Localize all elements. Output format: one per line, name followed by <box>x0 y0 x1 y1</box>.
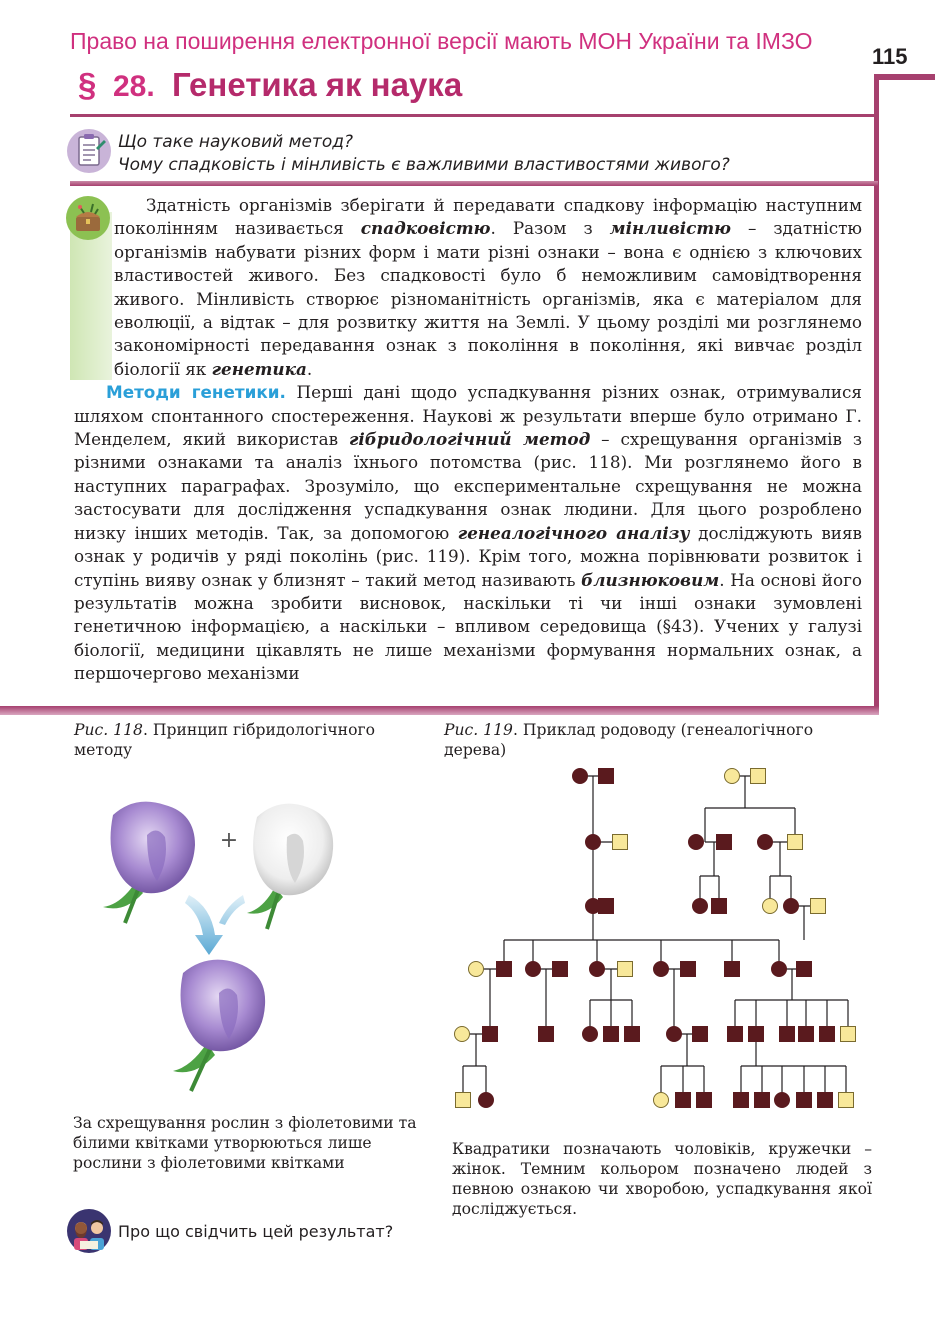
pedigree-female-unaffected <box>469 962 484 977</box>
pedigree-female-affected <box>479 1093 494 1108</box>
corner-rule <box>874 74 935 80</box>
term-genetics: генетика <box>211 358 307 379</box>
pedigree-female-unaffected <box>654 1093 669 1108</box>
pedigree-male-affected <box>799 1027 814 1042</box>
purple-flower-parent <box>103 802 195 923</box>
pedigree-male-unaffected <box>751 769 766 784</box>
pedigree-female-affected <box>573 769 588 784</box>
pedigree-male-affected <box>755 1093 770 1108</box>
pedigree-male-unaffected <box>456 1093 471 1108</box>
students-icon <box>66 1208 112 1254</box>
pedigree-male-affected <box>625 1027 640 1042</box>
pedigree-male-affected <box>780 1027 795 1042</box>
term-variability: мінливістю <box>609 218 731 239</box>
pedigree-chart <box>440 760 880 1110</box>
methods-paragraph: Методи генетики. Перші дані щодо успадкування різних ознак, отримувалися шляхом спонтанного спостереження. Наукові ж результати вперше було отримано Г. Менделем, який використав гібридологічний метод – схрещування організмів з різними ознаками та аналіз їхнього потомства (рис. 118). Ми розглянемо його в наступних параграфах. Зрозуміло, що експериментальне схрещування не можна застосувати для дослідження успадкування ознак людини. Для цього розроблено низку інших методів. Так, за допомогою генеалогічного аналізу досліджують вияв ознак у родичів у ряді поколінь (рис. 119). Крім того, можна порівнювати розвиток і ступінь вияву ознак у близнят – такий метод називають близнюковим. На основі його результатів можна зробити висновок, наскільки ті чи інші ознаки зумовлені генетичною інформацією, а наскільки – впливом середовища (§43). Учених у галузі біології, медицини цікавлять не лише механізми формування нормальних ознак, а першочергово механізми <box>74 382 863 684</box>
side-rule <box>874 74 879 714</box>
term-genealogical-analysis: генеалогічного аналізу <box>457 522 690 543</box>
pedigree-male-affected <box>599 899 614 914</box>
pedigree-female-affected <box>654 962 669 977</box>
pedigree-female-unaffected <box>455 1027 470 1042</box>
pedigree-female-affected <box>583 1027 598 1042</box>
pedigree-male-affected <box>604 1027 619 1042</box>
term-hybridological-method: гібридологічний метод <box>348 429 591 450</box>
question-line: Що таке науковий метод? <box>118 132 353 152</box>
white-flower-parent <box>247 804 333 929</box>
pedigree-male-affected <box>693 1027 708 1042</box>
pedigree-male-affected <box>820 1027 835 1042</box>
pedigree-female-affected <box>689 835 704 850</box>
pedigree-female-unaffected <box>725 769 740 784</box>
pedigree-male-affected <box>553 962 568 977</box>
clipboard-icon <box>66 128 112 174</box>
pedigree-female-affected <box>526 962 541 977</box>
questions-rule <box>70 181 878 186</box>
pedigree-female-affected <box>772 962 787 977</box>
pedigree-female-affected <box>590 962 605 977</box>
pedigree-male-affected <box>539 1027 554 1042</box>
pedigree-male-affected <box>712 899 727 914</box>
pedigree-male-affected <box>725 962 740 977</box>
pedigree-male-affected <box>483 1027 498 1042</box>
main-text <box>74 194 862 686</box>
figure-119-note: Квадратики позначають чоловіків, кружечки – жінок. Темним кольором позначено людей з певною ознакою чи хворобою, успадкування якої досліджується. <box>452 1140 872 1218</box>
section-title: Генетика як наука <box>172 66 463 103</box>
figure-118-note: За схрещування рослин з фіолетовими та білими квітками утворюються лише рослини з фіолетовими квітками <box>73 1114 417 1172</box>
pedigree-female-unaffected <box>763 899 778 914</box>
purple-flower-offspring <box>173 960 265 1091</box>
pedigree-male-unaffected <box>788 835 803 850</box>
pedigree-male-unaffected <box>841 1027 856 1042</box>
question-line: Чому спадковість і мінливість є важливими властивостями живого? <box>118 155 730 175</box>
pedigree-male-unaffected <box>618 962 633 977</box>
pedigree-male-affected <box>797 1093 812 1108</box>
pedigree-male-affected <box>749 1027 764 1042</box>
term-twin-method: близнюковим <box>581 569 720 590</box>
pedigree-male-affected <box>497 962 512 977</box>
pedigree-male-affected <box>681 962 696 977</box>
figure-118-illustration <box>95 795 335 1095</box>
pedigree-female-affected <box>667 1027 682 1042</box>
lesson-questions <box>118 131 730 177</box>
pedigree-male-affected <box>818 1093 833 1108</box>
pedigree-male-unaffected <box>839 1093 854 1108</box>
pedigree-male-affected <box>717 835 732 850</box>
header-rule <box>70 114 878 117</box>
section-number: 28. <box>113 70 155 103</box>
figure-118-caption: Рис. 118. Принцип гібридологічного методу <box>74 721 376 759</box>
copyright-banner: Право на поширення електронної версії мають МОН України та ІМЗО <box>70 28 813 54</box>
pedigree-male-affected <box>697 1093 712 1108</box>
pedigree-female-affected <box>758 835 773 850</box>
page-number: 115 <box>872 44 908 69</box>
plus-sign: + <box>219 828 239 853</box>
pedigree-male-affected <box>599 769 614 784</box>
pedigree-male-affected <box>676 1093 691 1108</box>
pedigree-male-affected <box>797 962 812 977</box>
task-question: Про що свідчить цей результат? <box>118 1222 394 1241</box>
pedigree-male-unaffected <box>811 899 826 914</box>
pedigree-male-affected <box>734 1093 749 1108</box>
figure-119-caption: Рис. 119. Приклад родоводу (генеалогічного дерева) <box>444 721 814 759</box>
section-sign: § <box>78 66 97 103</box>
pedigree-female-affected <box>693 899 708 914</box>
pedigree-male-unaffected <box>613 835 628 850</box>
pedigree-female-affected <box>775 1093 790 1108</box>
pedigree-female-affected <box>784 899 799 914</box>
pedigree-male-affected <box>728 1027 743 1042</box>
pedigree-female-affected <box>586 835 601 850</box>
term-heredity: спадковістю <box>360 218 491 239</box>
methods-heading: Методи генетики. <box>106 382 286 403</box>
body-rule <box>0 706 879 715</box>
cross-arrow-icon <box>185 895 245 955</box>
intro-paragraph: Здатність організмів зберігати й передавати спадкову інформацію наступним поколінням називається спадковістю. Разом з мінливістю – здатністю організмів набувати різних форм і мати різні ознаки – вона є однією з ключових властивостей живого. Без спадковості було б неможливим самовідтворення живого. Мінливість створює різноманітність організмів, яка є матеріалом для еволюції, а відтак – для розвитку життя на Землі. У цьому розділі ми розглянемо закономірності передавання ознак з покоління в покоління, які вивчає розділ біології як генетика. <box>114 195 862 379</box>
